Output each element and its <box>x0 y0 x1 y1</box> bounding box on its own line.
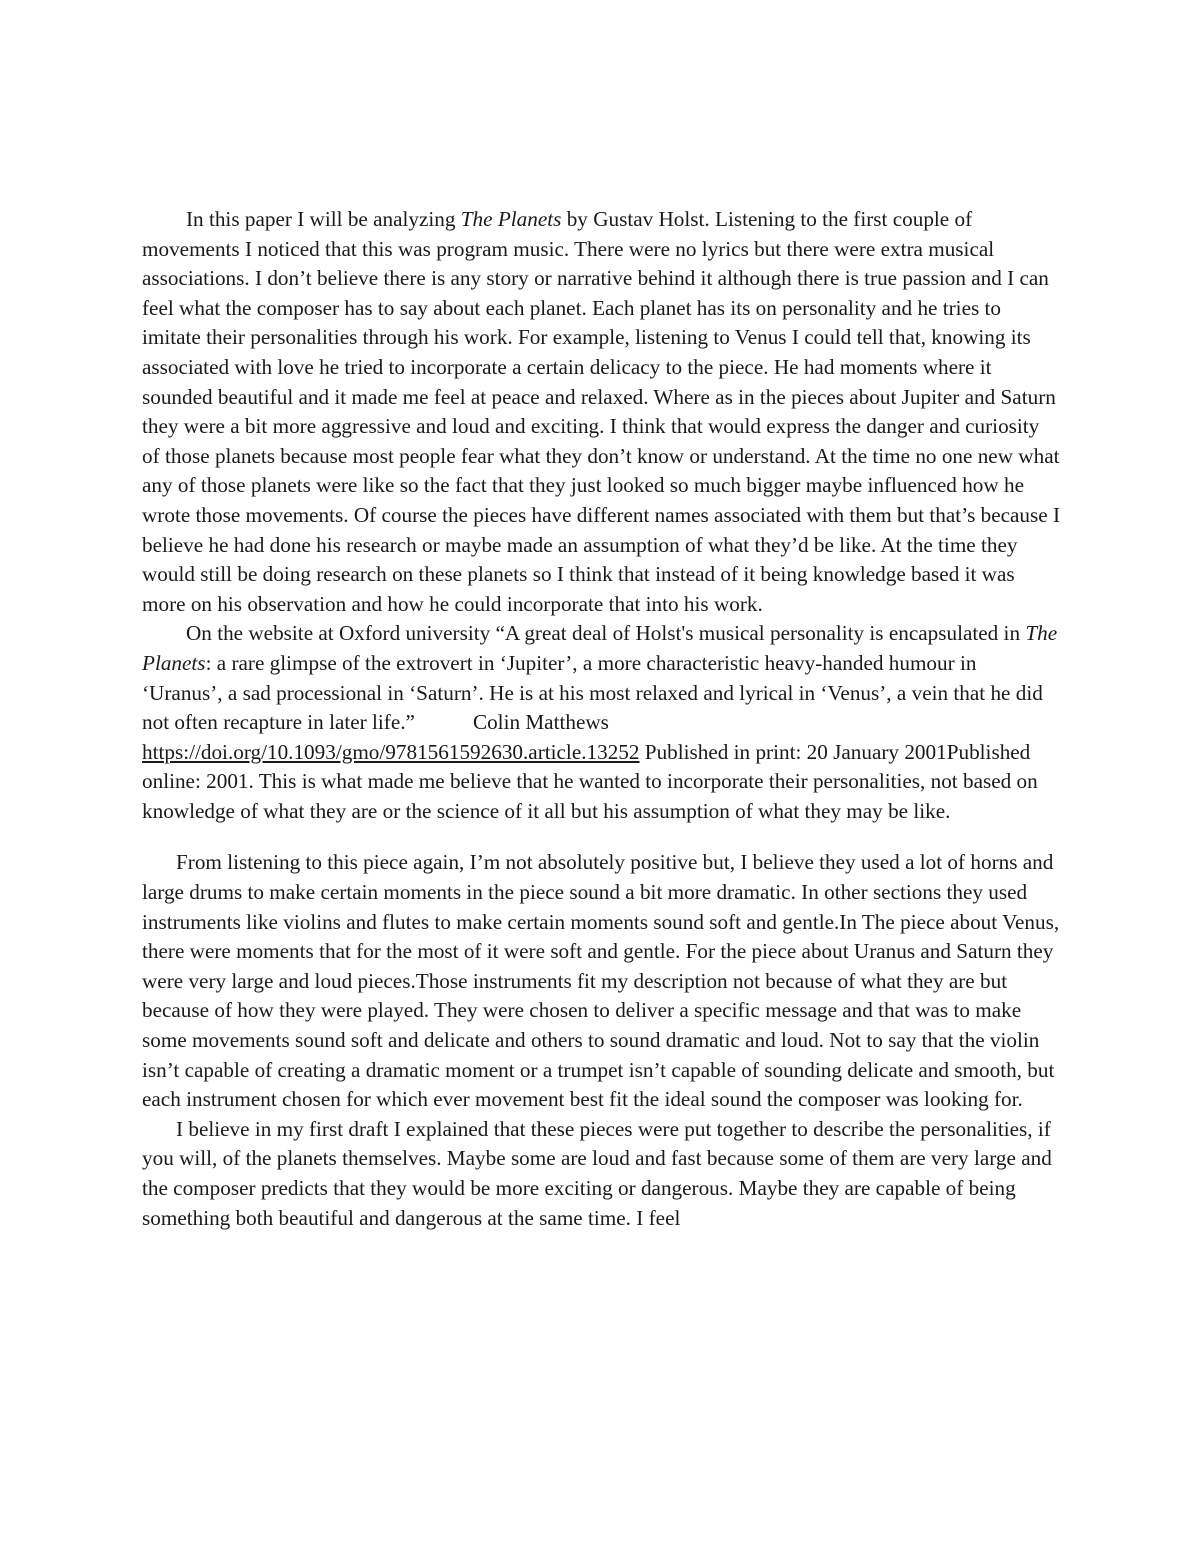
paragraph-oxford-text-a: On the website at Oxford university “A great deal of Holst's musical personality is encapsulated in <box>186 621 1026 646</box>
paragraph-intro <box>142 205 1062 619</box>
quote-author: Colin Matthews <box>472 710 609 735</box>
paragraph-intro-text-a: In this paper I will be analyzing <box>186 207 461 231</box>
work-title: The Planets <box>460 207 562 231</box>
quote-text: : a rare glimpse of the extrovert in ‘Jupiter’, a more characteristic heavy-handed humour in ‘Uranus’, a sad processional in ‘Saturn’. He is at his most relaxed and lyrical in ‘Venus’, a vein that he did not often recapture in later life.” <box>142 650 1043 735</box>
paragraph-oxford-quote <box>142 619 1062 826</box>
paragraph-oxford-text-c: Published in print: 20 January 2001Published online: 2001. This is what made me believe that he wanted to incorporate their personalities, not based on knowledge of what they are or the science of it all but his assumption of what they may be like. <box>142 739 1038 823</box>
document-body <box>142 205 1062 1233</box>
paragraph-first-draft: I believe in my first draft I explained that these pieces were put together to describe the personalities, if you will, of the planets themselves. Maybe some are loud and fast because some of them are very large and the composer predicts that they would be more exciting or dangerous. Maybe they are capable of being something both beautiful and dangerous at the same time. I feel <box>142 1116 1052 1230</box>
paragraph-intro-text-b: by Gustav Holst. Listening to the first couple of movements I noticed that this was program music. There were no lyrics but there were extra musical associations. I don’t believe there is any story or narrative behind it although there is true passion and I can feel what the composer has to say about each planet. Each planet has its on personality and he tries to imitate their personalities through his work. For example, listening to Venus I could tell that, knowing its associated with love he tried to incorporate a certain delicacy to the piece. He had moments where it sounded beautiful and it made me feel at peace and relaxed. Where as in the pieces about Jupiter and Saturn they were a bit more aggressive and loud and exciting. I think that would express the danger and curiosity of those planets because most people fear what they don’t know or understand. At the time no one new what any of those planets were like so the fact that they just looked so much bigger maybe influenced how he wrote those movements. Of course the pieces have different names associated with them but that’s because I believe he had done his research or maybe made an assumption of what they’d be like. At the time they would still be doing research on these planets so I think that instead of it being knowledge based it was more on his observation and how he could incorporate that into his work. <box>142 207 1061 616</box>
paragraph-instruments: From listening to this piece again, I’m not absolutely positive but, I believe they used a lot of horns and large drums to make certain moments in the piece sound a bit more dramatic. In other sections they used instruments like violins and flutes to make certain moments sound soft and gentle.In The piece about Venus, there were moments that for the most of it were soft and gentle. For the piece about Uranus and Saturn they were very large and loud pieces.Those instruments fit my description not because of what they are but because of how they were played. They were chosen to deliver a specific message and that was to make some movements sound soft and delicate and others to sound dramatic and loud. Not to say that the violin isn’t capable of creating a dramatic moment or a trumpet isn’t capable of sounding delicate and smooth, but each instrument chosen for which ever movement best fit the ideal sound the composer was looking for. <box>142 850 1060 1112</box>
work-title: The Planets <box>142 621 1058 675</box>
doi-link[interactable]: https://doi.org/10.1093/gmo/9781561592630.article.13252 <box>142 739 640 764</box>
